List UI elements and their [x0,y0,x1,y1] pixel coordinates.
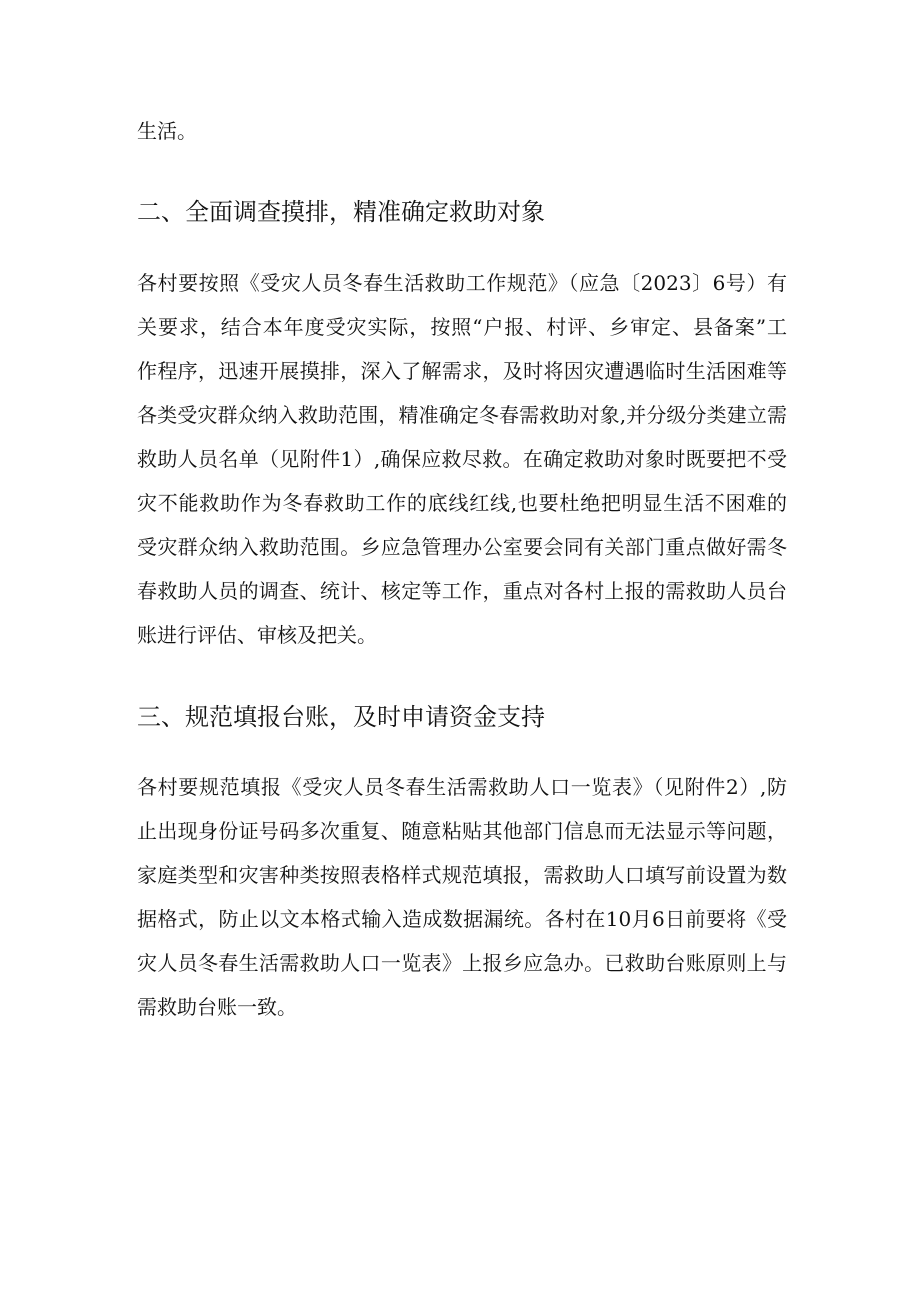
section-3-heading: 三、规范填报台账，及时申请资金支持 [137,703,545,731]
section-2-line: 作程序，迅速开展摸排，深入了解需求，及时将因灾遭遇临时生活困难等 [137,359,787,383]
section-3-line: 止出现身份证号码多次重复、随意粘贴其他部门信息而无法显示等问题， [137,819,787,843]
section-3-line: 各村要规范填报《受灾人员冬春生活需救助人口一览表》（见附件2）,防 [137,775,787,799]
section-2-line: 各类受灾群众纳入救助范围，精准确定冬春需救助对象,并分级分类建立需 [137,403,787,427]
section-2-line: 春救助人员的调查、统计、核定等工作，重点对各村上报的需救助人员台 [137,579,787,603]
section-3-line: 家庭类型和灾害种类按照表格样式规范填报，需救助人口填写前设置为数 [137,863,787,887]
paragraph-fragment: 生活。 [137,119,197,143]
section-2-line: 受灾群众纳入救助范围。乡应急管理办公室要会同有关部门重点做好需冬 [137,535,787,559]
section-3-line: 灾人员冬春生活需救助人口一览表》上报乡应急办。已救助台账原则上与 [137,951,787,975]
section-2-line: 灾不能救助作为冬春救助工作的底线红线,也要杜绝把明显生活不困难的 [137,491,787,515]
section-3-line: 需救助台账一致。 [137,995,297,1019]
section-2-line: 各村要按照《受灾人员冬春生活救助工作规范》（应急〔2023〕6号）有 [137,271,787,295]
section-2-line: 关要求，结合本年度受灾实际，按照“户报、村评、乡审定、县备案”工 [137,315,787,339]
section-3-line: 据格式，防止以文本格式输入造成数据漏统。各村在10月6日前要将《受 [137,907,787,931]
section-2-heading: 二、全面调查摸排，精准确定救助对象 [137,198,545,226]
section-2-line: 救助人员名单（见附件1）,确保应救尽救。在确定救助对象时既要把不受 [137,447,787,471]
section-2-line: 账进行评估、审核及把关。 [137,623,377,647]
